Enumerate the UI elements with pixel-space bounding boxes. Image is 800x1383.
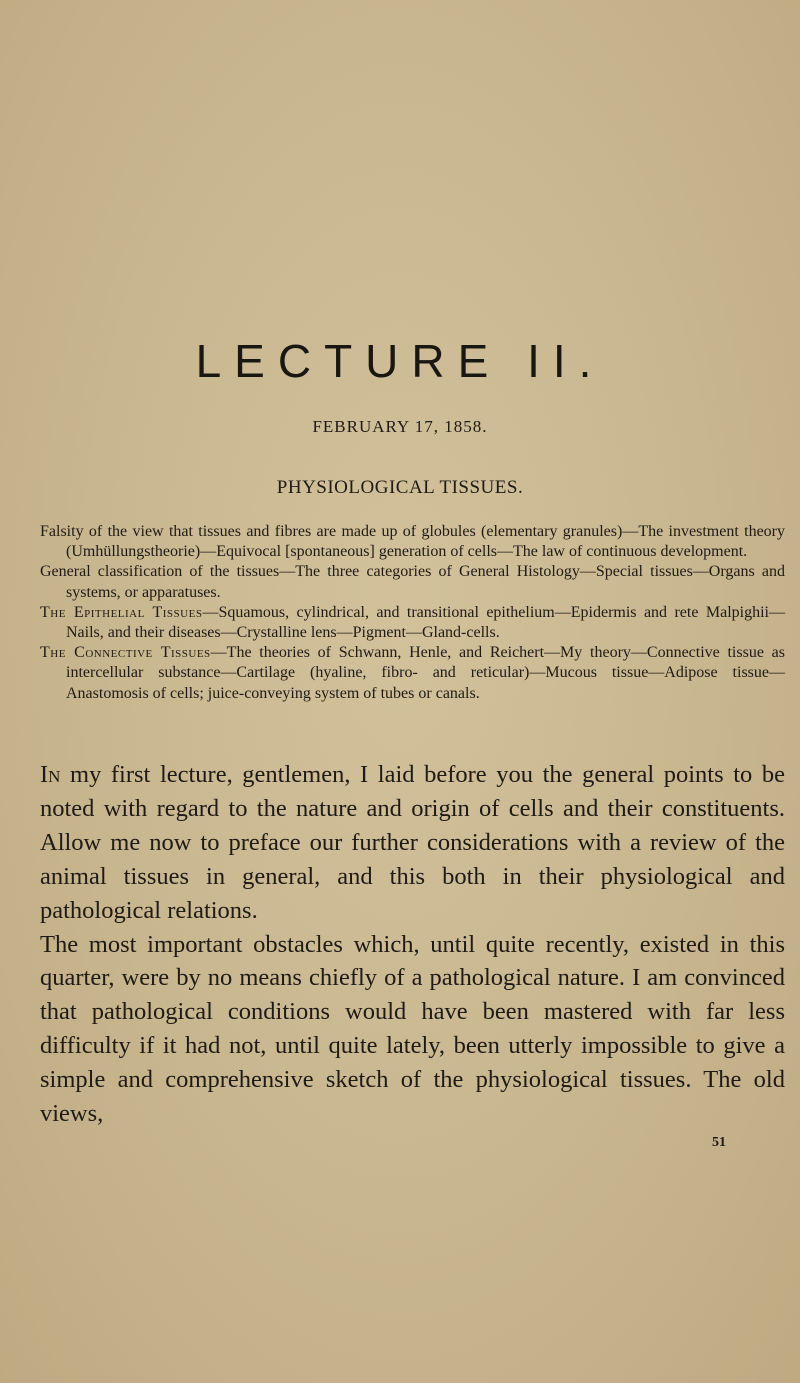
paragraph-lead-word: In — [40, 761, 61, 788]
body-paragraph — [40, 758, 785, 928]
synopsis-item — [40, 603, 785, 643]
synopsis-item-lead: The Epithelial Tissues — [40, 603, 203, 621]
paragraph-text: my first lecture, gentlemen, I laid before you the general points to be noted with regard to the nature and origin of cells and their constituents. Allow me now to preface our further considerations with a review of the animal tissues in general, and this both in their physiological and pathological relations. — [40, 761, 785, 924]
synopsis-item — [40, 643, 785, 704]
synopsis-item — [40, 522, 785, 562]
synopsis-item — [40, 562, 785, 602]
synopsis-item-lead: The Connective Tissues — [40, 644, 211, 662]
synopsis-item-text: —The theories of Schwann, Henle, and Reichert—My theory—Connective tissue as intercellular substance—Cartilage (hyaline, fibro- and reticular)—Mucous tissue—Adipose tissue—Anastomosis of cells; juice-conveying system of tubes or canals. — [66, 644, 785, 702]
synopsis-list — [40, 522, 785, 704]
synopsis-item-text: Falsity of the view that tissues and fibres are made up of globules (elementary granules)—The investment theory (Umhüllungstheorie)—Equivocal [spontaneous] generation of cells—The law of continuous development. — [40, 523, 785, 561]
synopsis-item-text: General classification of the tissues—The three categories of General Histology—Special tissues—Organs and systems, or apparatuses. — [40, 563, 785, 601]
lecture-subtitle: PHYSIOLOGICAL TISSUES. — [276, 477, 524, 498]
synopsis-item-text: —Squamous, cylindrical, and transitional epithelium—Epidermis and rete Malpighii—Nails, and their diseases—Crystalline lens—Pigment—Gland-cells. — [66, 603, 785, 642]
lecture-heading: LECTURE II. — [195, 335, 605, 387]
paragraph-text: The most important obstacles which, until quite recently, existed in this quarter, were by no means chiefly of a pathological nature. I am convinced that pathological conditions would have been mastered with far less difficulty if it had not, until quite lately, been utterly impossible to give a simple and comprehensive sketch of the physiological tissues. The old views, — [40, 930, 785, 1128]
body-paragraph — [40, 928, 785, 1131]
lecture-date: FEBRUARY 17, 1858. — [312, 417, 488, 436]
lecture-body — [40, 758, 785, 1131]
page-number: 51 — [712, 1135, 726, 1150]
